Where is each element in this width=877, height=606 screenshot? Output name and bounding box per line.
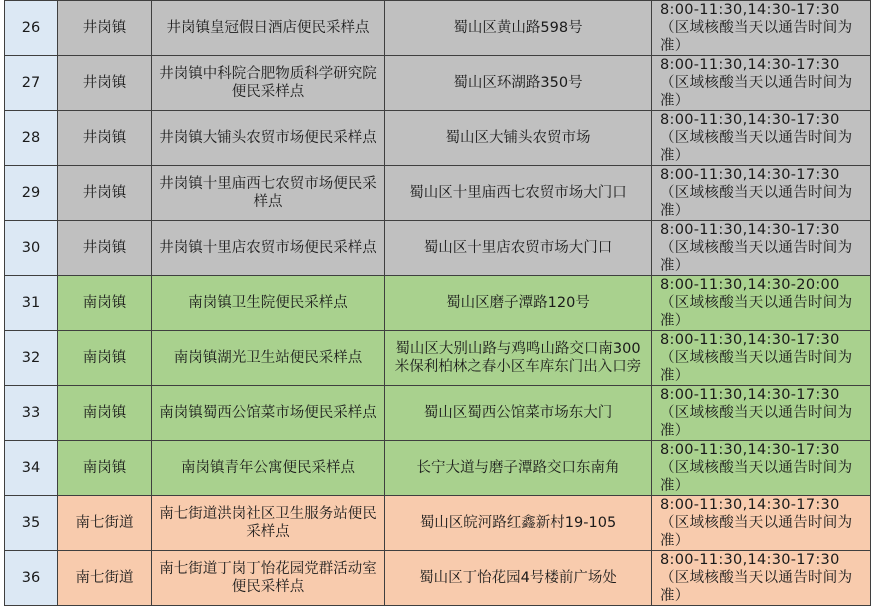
- hours-cell: 8:00-11:30,14:30-20:00（区域核酸当天以通告时间为准）: [652, 276, 871, 331]
- town-cell: 井岗镇: [58, 111, 152, 166]
- row-number-cell: 35: [5, 496, 58, 551]
- table-row: [5, 331, 871, 386]
- row-number-cell: 30: [5, 221, 58, 276]
- table-row: [5, 276, 871, 331]
- hours-cell: 8:00-11:30,14:30-17:30（区域核酸当天以通告时间为准）: [652, 166, 871, 221]
- address-cell: 蜀山区丁怡花园4号楼前广场处: [385, 551, 652, 606]
- town-cell: 南岗镇: [58, 276, 152, 331]
- site-name-cell: 南七街道丁岗丁怡花园党群活动室便民采样点: [152, 551, 385, 606]
- hours-cell: 8:00-11:30,14:30-17:30（区域核酸当天以通告时间为准）: [652, 386, 871, 441]
- row-number-cell: 33: [5, 386, 58, 441]
- address-cell: 长宁大道与磨子潭路交口东南角: [385, 441, 652, 496]
- address-cell: 蜀山区十里庙西七农贸市场大门口: [385, 166, 652, 221]
- address-cell: 蜀山区大铺头农贸市场: [385, 111, 652, 166]
- site-name-cell: 南七街道洪岗社区卫生服务站便民采样点: [152, 496, 385, 551]
- address-cell: 蜀山区十里店农贸市场大门口: [385, 221, 652, 276]
- town-cell: 井岗镇: [58, 1, 152, 56]
- town-cell: 南岗镇: [58, 441, 152, 496]
- table-row: [5, 551, 871, 606]
- address-cell: 蜀山区蜀西公馆菜市场东大门: [385, 386, 652, 441]
- site-name-cell: 南岗镇湖光卫生站便民采样点: [152, 331, 385, 386]
- town-cell: 南岗镇: [58, 386, 152, 441]
- row-number-cell: 28: [5, 111, 58, 166]
- hours-cell: 8:00-11:30,14:30-17:30（区域核酸当天以通告时间为准）: [652, 221, 871, 276]
- hours-cell: 8:00-11:30,14:30-17:30（区域核酸当天以通告时间为准）: [652, 56, 871, 111]
- table-row: [5, 1, 871, 56]
- hours-cell: 8:00-11:30,14:30-17:30（区域核酸当天以通告时间为准）: [652, 496, 871, 551]
- row-number-cell: 32: [5, 331, 58, 386]
- table-row: [5, 111, 871, 166]
- site-name-cell: 井岗镇皇冠假日酒店便民采样点: [152, 1, 385, 56]
- table-row: [5, 221, 871, 276]
- hours-cell: 8:00-11:30,14:30-17:30（区域核酸当天以通告时间为准）: [652, 331, 871, 386]
- site-name-cell: 井岗镇十里庙西七农贸市场便民采样点: [152, 166, 385, 221]
- site-name-cell: 井岗镇大铺头农贸市场便民采样点: [152, 111, 385, 166]
- table-body: [5, 1, 871, 606]
- hours-cell: 8:00-11:30,14:30-17:30（区域核酸当天以通告时间为准）: [652, 551, 871, 606]
- hours-cell: 8:00-11:30,14:30-17:30（区域核酸当天以通告时间为准）: [652, 111, 871, 166]
- row-number-cell: 36: [5, 551, 58, 606]
- row-number-cell: 27: [5, 56, 58, 111]
- site-name-cell: 南岗镇卫生院便民采样点: [152, 276, 385, 331]
- address-cell: 蜀山区黄山路598号: [385, 1, 652, 56]
- town-cell: 井岗镇: [58, 166, 152, 221]
- address-cell: 蜀山区环湖路350号: [385, 56, 652, 111]
- row-number-cell: 31: [5, 276, 58, 331]
- table-row: [5, 166, 871, 221]
- table-row: [5, 441, 871, 496]
- table-row: [5, 496, 871, 551]
- row-number-cell: 34: [5, 441, 58, 496]
- town-cell: 南七街道: [58, 496, 152, 551]
- site-name-cell: 井岗镇十里店农贸市场便民采样点: [152, 221, 385, 276]
- site-name-cell: 南岗镇青年公寓便民采样点: [152, 441, 385, 496]
- site-name-cell: 井岗镇中科院合肥物质科学研究院便民采样点: [152, 56, 385, 111]
- town-cell: 南岗镇: [58, 331, 152, 386]
- table-row: [5, 56, 871, 111]
- town-cell: 南七街道: [58, 551, 152, 606]
- site-name-cell: 南岗镇蜀西公馆菜市场便民采样点: [152, 386, 385, 441]
- row-number-cell: 29: [5, 166, 58, 221]
- town-cell: 井岗镇: [58, 56, 152, 111]
- address-cell: 蜀山区皖河路红鑫新村19-105: [385, 496, 652, 551]
- hours-cell: 8:00-11:30,14:30-17:30（区域核酸当天以通告时间为准）: [652, 1, 871, 56]
- address-cell: 蜀山区磨子潭路120号: [385, 276, 652, 331]
- hours-cell: 8:00-11:30,14:30-17:30（区域核酸当天以通告时间为准）: [652, 441, 871, 496]
- sampling-sites-table: [4, 0, 871, 606]
- table-row: [5, 386, 871, 441]
- row-number-cell: 26: [5, 1, 58, 56]
- address-cell: 蜀山区大别山路与鸡鸣山路交口南300米保利柏林之春小区车库东门出入口旁: [385, 331, 652, 386]
- town-cell: 井岗镇: [58, 221, 152, 276]
